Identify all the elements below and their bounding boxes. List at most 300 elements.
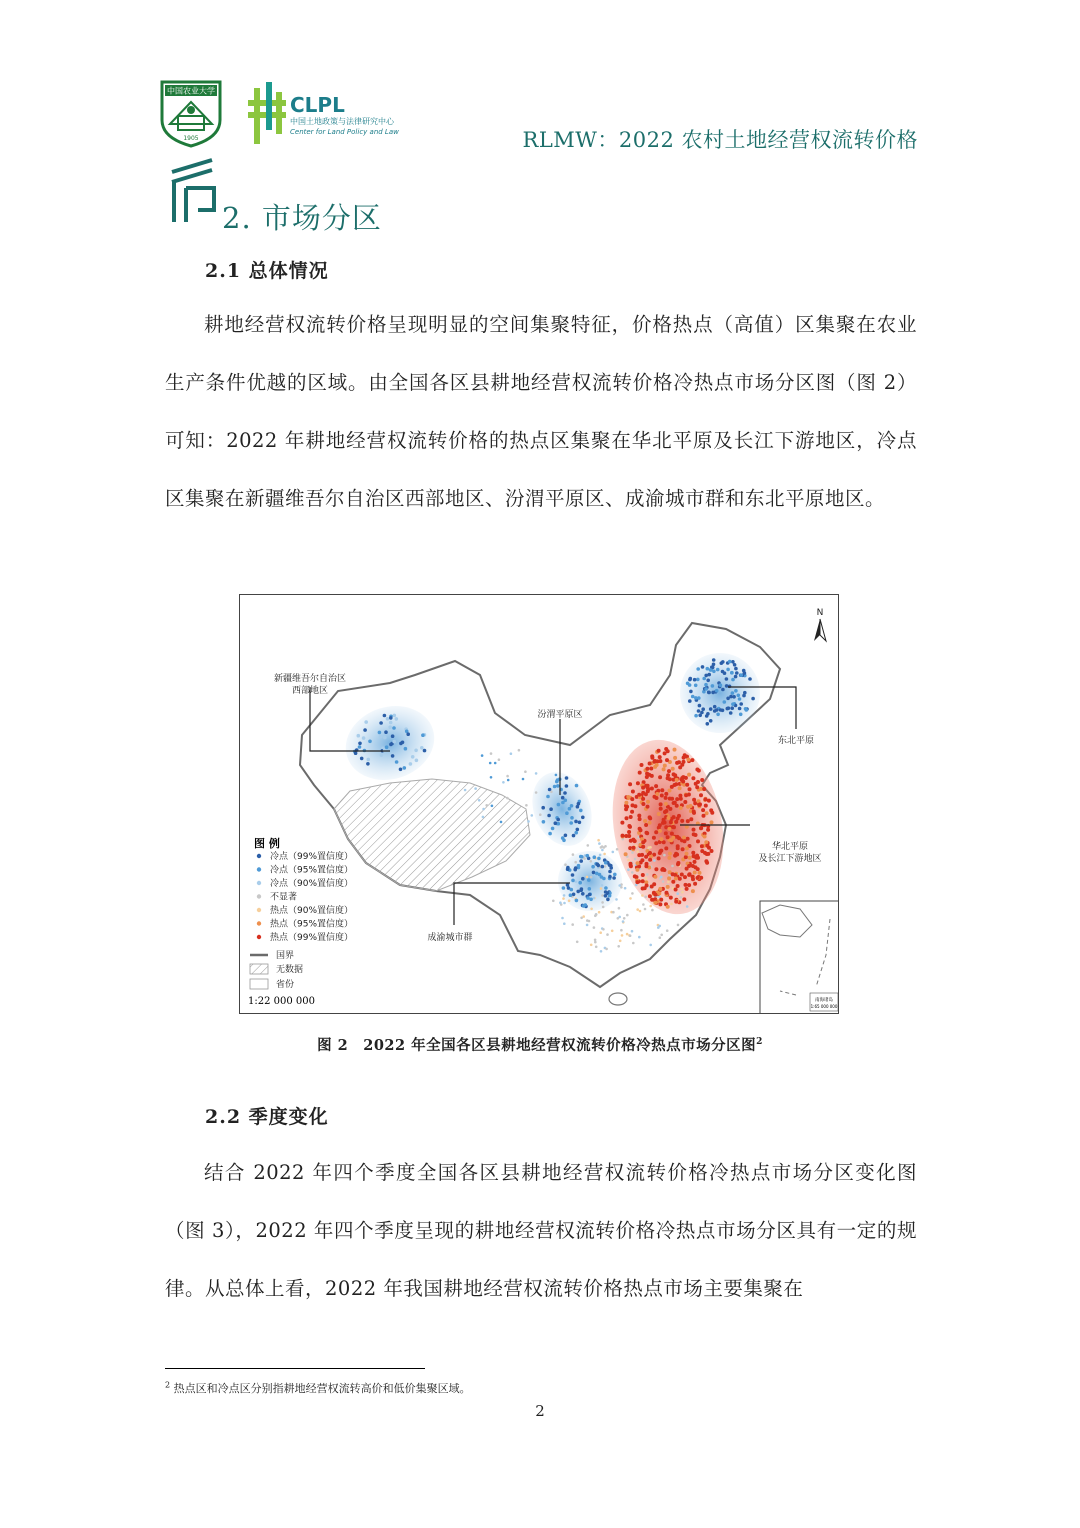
county-point <box>641 791 645 795</box>
county-point <box>751 697 755 701</box>
county-point <box>623 917 626 920</box>
county-point <box>645 767 649 771</box>
county-point <box>613 873 617 877</box>
county-point <box>662 880 665 883</box>
county-point <box>383 714 387 718</box>
legend-item-label: 冷点（95%置信度） <box>270 865 354 876</box>
county-point <box>550 791 553 794</box>
county-point <box>735 671 739 675</box>
county-point <box>641 873 645 877</box>
county-point <box>388 725 392 729</box>
county-point <box>576 941 579 944</box>
county-point <box>703 835 707 839</box>
county-point <box>565 811 569 815</box>
county-point <box>721 688 725 692</box>
county-point <box>602 928 605 931</box>
north-label: N <box>816 608 824 618</box>
county-point <box>676 892 679 895</box>
county-point <box>641 894 644 897</box>
county-point <box>541 806 545 810</box>
county-point <box>731 691 735 695</box>
county-point <box>673 756 677 760</box>
county-point <box>643 819 647 823</box>
county-point <box>642 903 645 906</box>
county-point <box>636 850 639 853</box>
county-point <box>679 896 682 899</box>
county-point <box>668 789 672 793</box>
clpl-emblem-icon <box>246 82 436 146</box>
county-point <box>684 883 688 887</box>
county-point <box>664 796 668 800</box>
county-point <box>395 717 399 721</box>
county-point <box>664 809 668 813</box>
county-point <box>563 922 566 925</box>
county-point <box>658 902 662 906</box>
south-china-sea-inset <box>760 901 839 1014</box>
county-point <box>731 678 735 682</box>
county-point <box>665 758 669 762</box>
county-point <box>668 807 672 811</box>
county-point <box>632 846 636 850</box>
dongbei-coldspot-zone <box>680 653 760 733</box>
county-point <box>612 911 615 914</box>
county-point <box>360 757 364 761</box>
county-point <box>679 806 683 810</box>
county-point <box>621 834 625 838</box>
county-point <box>606 933 609 936</box>
county-point <box>641 786 645 790</box>
county-point <box>621 934 624 937</box>
county-point <box>603 846 606 849</box>
county-point <box>358 742 362 746</box>
county-point <box>599 931 602 934</box>
county-point <box>664 831 668 835</box>
legend-swatch <box>257 881 261 885</box>
county-point <box>363 728 367 732</box>
county-point <box>676 862 680 866</box>
county-point <box>576 828 580 832</box>
county-point <box>657 891 661 895</box>
county-point <box>565 784 569 788</box>
county-point <box>636 861 640 865</box>
county-point <box>575 784 579 788</box>
county-point <box>507 779 510 782</box>
county-point <box>646 800 650 804</box>
county-point <box>706 722 710 726</box>
county-point <box>688 856 692 860</box>
county-point <box>604 886 608 890</box>
county-point <box>697 709 701 713</box>
county-point <box>632 942 635 945</box>
county-point <box>671 767 675 771</box>
county-point <box>481 754 484 757</box>
county-point <box>651 909 654 912</box>
county-point <box>742 669 746 673</box>
county-point <box>734 689 738 693</box>
county-point <box>638 936 641 939</box>
county-point <box>634 858 637 861</box>
county-point <box>667 881 670 884</box>
north-arrow-icon <box>814 608 826 641</box>
county-point <box>624 852 628 856</box>
legend-swatch <box>257 894 261 898</box>
legend-swatch <box>257 921 261 925</box>
county-point <box>590 944 593 947</box>
county-point <box>392 726 396 730</box>
county-point <box>563 791 567 795</box>
county-point <box>380 753 384 757</box>
county-point <box>645 772 649 776</box>
county-point <box>657 926 660 929</box>
county-point <box>675 778 679 782</box>
county-point <box>591 865 595 869</box>
county-point <box>564 799 568 803</box>
county-point <box>384 730 388 734</box>
county-point <box>636 908 639 911</box>
county-point <box>664 792 668 796</box>
county-point <box>703 797 707 801</box>
county-point <box>658 823 662 827</box>
county-point <box>692 810 696 814</box>
county-point <box>695 854 699 858</box>
county-point <box>630 810 634 814</box>
hotspot-map <box>240 595 839 1014</box>
county-point <box>506 775 509 778</box>
county-point <box>707 673 711 677</box>
legend-item-label: 冷点（90%置信度） <box>270 879 354 889</box>
county-point <box>600 887 603 890</box>
county-point <box>379 735 383 739</box>
county-point <box>637 814 641 818</box>
label-xinjiang-line2: 西部地区 <box>291 686 329 696</box>
county-point <box>663 854 666 857</box>
county-point <box>664 846 668 850</box>
county-point <box>609 866 613 870</box>
county-point <box>654 901 658 905</box>
county-point <box>663 764 667 768</box>
county-point <box>561 796 565 800</box>
county-point <box>725 677 729 681</box>
county-point <box>654 830 658 834</box>
legend-item-label: 不显著 <box>270 892 298 903</box>
county-point <box>617 917 620 920</box>
figure-caption <box>200 1034 880 1055</box>
county-point <box>719 708 723 712</box>
county-point <box>401 741 405 745</box>
county-point <box>367 758 371 762</box>
county-point <box>644 896 647 899</box>
county-point <box>694 714 698 718</box>
county-point <box>368 740 372 744</box>
county-point <box>586 924 589 927</box>
county-point <box>506 797 509 800</box>
county-point <box>645 884 649 888</box>
county-point <box>686 819 690 823</box>
county-point <box>631 871 634 874</box>
county-point <box>584 903 588 907</box>
county-point <box>619 940 622 943</box>
county-point <box>733 663 737 667</box>
county-point <box>684 855 688 859</box>
county-point <box>743 691 747 695</box>
county-point <box>682 756 686 760</box>
county-point <box>683 800 687 804</box>
paragraph-quarterly: 结合 2022 年四个季度全国各区县耕地经营权流转价格冷热点市场分区变化图（图 3），2022 年四个季度呈现的耕地经营权流转价格冷热点市场分区具有一定的规律。从总体上看，2022 年我国耕地经营权流转价格热点市场主要集聚在 <box>165 1161 917 1300</box>
county-point <box>565 776 569 780</box>
county-point <box>552 900 555 903</box>
county-point <box>666 773 670 777</box>
county-point <box>574 831 578 835</box>
county-point <box>693 871 697 875</box>
county-point <box>423 749 427 753</box>
county-point <box>598 842 601 845</box>
county-point <box>705 714 709 718</box>
county-point <box>604 865 607 868</box>
county-point <box>626 795 630 799</box>
county-point <box>555 774 558 777</box>
cau-logo-text: 中国农业大学 <box>167 86 215 96</box>
county-point <box>564 834 568 838</box>
county-point <box>702 677 706 681</box>
county-point <box>657 749 661 753</box>
county-point <box>599 854 602 857</box>
county-point <box>688 699 692 703</box>
county-point <box>627 868 630 871</box>
county-point <box>600 950 603 953</box>
map-scale: 1:22 000 000 <box>248 996 315 1007</box>
county-point <box>734 667 738 671</box>
subsection-heading-quarterly: 2.2 季度变化 <box>205 1106 329 1128</box>
legend-no-data: 无数据 <box>276 965 304 975</box>
county-point <box>590 860 593 863</box>
legend-swatch <box>257 908 261 912</box>
county-point <box>572 834 576 838</box>
county-point <box>583 857 586 860</box>
county-point <box>686 682 690 686</box>
county-point <box>594 941 597 944</box>
county-point <box>608 894 612 898</box>
county-point <box>612 851 615 854</box>
cau-logo-year: 1905 <box>183 135 199 142</box>
county-point <box>641 840 645 844</box>
county-point <box>691 695 695 699</box>
county-point <box>700 778 704 782</box>
county-point <box>624 801 628 805</box>
county-point <box>597 839 600 842</box>
county-point <box>581 892 585 896</box>
county-point <box>657 812 661 816</box>
county-point <box>641 802 645 806</box>
county-point <box>739 713 743 717</box>
county-point <box>694 684 698 688</box>
county-point <box>645 831 649 835</box>
county-point <box>491 805 494 808</box>
county-point <box>683 875 687 879</box>
county-point <box>569 893 573 897</box>
county-point <box>383 736 387 740</box>
county-point <box>732 695 736 699</box>
clpl-logo-en: Center for Land Policy and Law <box>290 128 399 136</box>
hotspot-map-figure <box>239 594 839 1014</box>
county-point <box>415 759 419 763</box>
county-point <box>715 689 719 693</box>
county-point <box>650 787 654 791</box>
county-point <box>662 840 666 844</box>
footnote <box>165 1380 471 1396</box>
subsection-heading-overall: 2.1 总体情况 <box>205 260 329 282</box>
county-point <box>602 906 605 909</box>
county-point <box>645 775 649 779</box>
county-point <box>588 920 591 923</box>
county-point <box>551 827 555 831</box>
county-point <box>622 920 625 923</box>
county-point <box>653 765 657 769</box>
legend-item-label: 热点（95%置信度） <box>270 919 354 930</box>
county-point <box>661 867 665 871</box>
county-point <box>510 752 513 755</box>
county-point <box>711 684 715 688</box>
county-point <box>587 844 590 847</box>
county-point <box>721 660 725 664</box>
county-point <box>738 707 742 711</box>
county-point <box>706 828 710 832</box>
county-point <box>645 877 648 880</box>
county-point <box>574 866 578 870</box>
county-point <box>579 809 583 813</box>
county-point <box>705 861 709 865</box>
county-point <box>662 767 666 771</box>
county-point <box>649 846 652 849</box>
county-point <box>674 900 678 904</box>
county-point <box>628 782 632 786</box>
county-point <box>624 834 628 838</box>
label-chengyu: 成渝城市群 <box>427 933 473 943</box>
county-point <box>482 816 485 819</box>
county-point <box>631 790 635 794</box>
county-point <box>555 780 559 784</box>
legend-border: 国界 <box>276 951 295 961</box>
county-point <box>668 777 672 781</box>
county-point <box>645 862 649 866</box>
county-point <box>561 836 565 840</box>
county-point <box>364 720 368 724</box>
map-legend <box>248 836 353 1007</box>
county-point <box>702 814 706 818</box>
county-point <box>699 793 703 797</box>
county-point <box>593 897 596 900</box>
county-point <box>685 887 689 891</box>
county-point <box>659 802 663 806</box>
county-point <box>704 683 708 687</box>
county-point <box>611 930 614 933</box>
county-point <box>721 670 725 674</box>
county-point <box>571 879 575 883</box>
county-point <box>403 766 407 770</box>
county-point <box>650 774 654 778</box>
county-point <box>707 691 711 695</box>
county-point <box>659 837 663 841</box>
county-point <box>485 804 488 807</box>
county-point <box>691 877 695 881</box>
county-point <box>593 926 596 929</box>
county-point <box>620 929 623 932</box>
county-point <box>667 876 671 880</box>
county-point <box>518 749 521 752</box>
cau-emblem-icon <box>160 80 222 148</box>
section-mark-icon <box>168 158 224 224</box>
county-point <box>704 804 708 808</box>
county-point <box>655 792 659 796</box>
county-point <box>668 797 672 801</box>
county-point <box>679 797 683 801</box>
county-point <box>357 734 361 738</box>
county-point <box>604 894 608 898</box>
county-point <box>557 803 561 807</box>
county-point <box>566 883 570 887</box>
county-point <box>660 934 663 937</box>
legend-item-label: 热点（90%置信度） <box>270 906 354 916</box>
county-point <box>601 901 604 904</box>
county-point <box>712 663 716 667</box>
county-point <box>696 678 700 682</box>
county-point <box>580 917 583 920</box>
county-point <box>681 891 684 894</box>
county-point <box>689 804 693 808</box>
county-point <box>625 816 629 820</box>
inset-label: 南海诸岛 <box>815 998 833 1003</box>
county-point <box>641 879 645 883</box>
county-point <box>629 864 633 868</box>
county-point <box>658 829 662 833</box>
county-point <box>704 840 708 844</box>
county-point <box>680 778 684 782</box>
county-point <box>660 794 664 798</box>
county-point <box>658 775 662 779</box>
county-point <box>674 820 678 824</box>
legend-province: 省份 <box>276 980 295 990</box>
county-point <box>571 873 575 877</box>
county-point <box>692 854 696 858</box>
county-point <box>617 945 620 948</box>
county-point <box>641 845 645 849</box>
county-point <box>490 776 493 779</box>
county-point <box>670 903 673 906</box>
county-point <box>490 752 493 755</box>
county-point <box>366 762 370 766</box>
county-point <box>696 876 700 880</box>
county-point <box>680 763 684 767</box>
county-point <box>629 934 632 937</box>
county-point <box>672 825 676 829</box>
county-point <box>482 808 485 811</box>
county-point <box>697 769 701 773</box>
county-point <box>686 905 689 908</box>
county-point <box>570 888 574 892</box>
county-point <box>689 690 693 694</box>
county-point <box>677 760 681 764</box>
county-point <box>635 880 639 884</box>
county-point <box>673 801 677 805</box>
county-point <box>668 852 672 856</box>
county-point <box>698 802 702 806</box>
county-point <box>635 868 639 872</box>
county-point <box>665 891 669 895</box>
county-point <box>667 856 671 860</box>
county-point <box>673 748 677 752</box>
figure-caption-footnote-ref: 2 <box>756 1037 763 1048</box>
county-point <box>581 816 585 820</box>
county-point <box>601 849 604 852</box>
